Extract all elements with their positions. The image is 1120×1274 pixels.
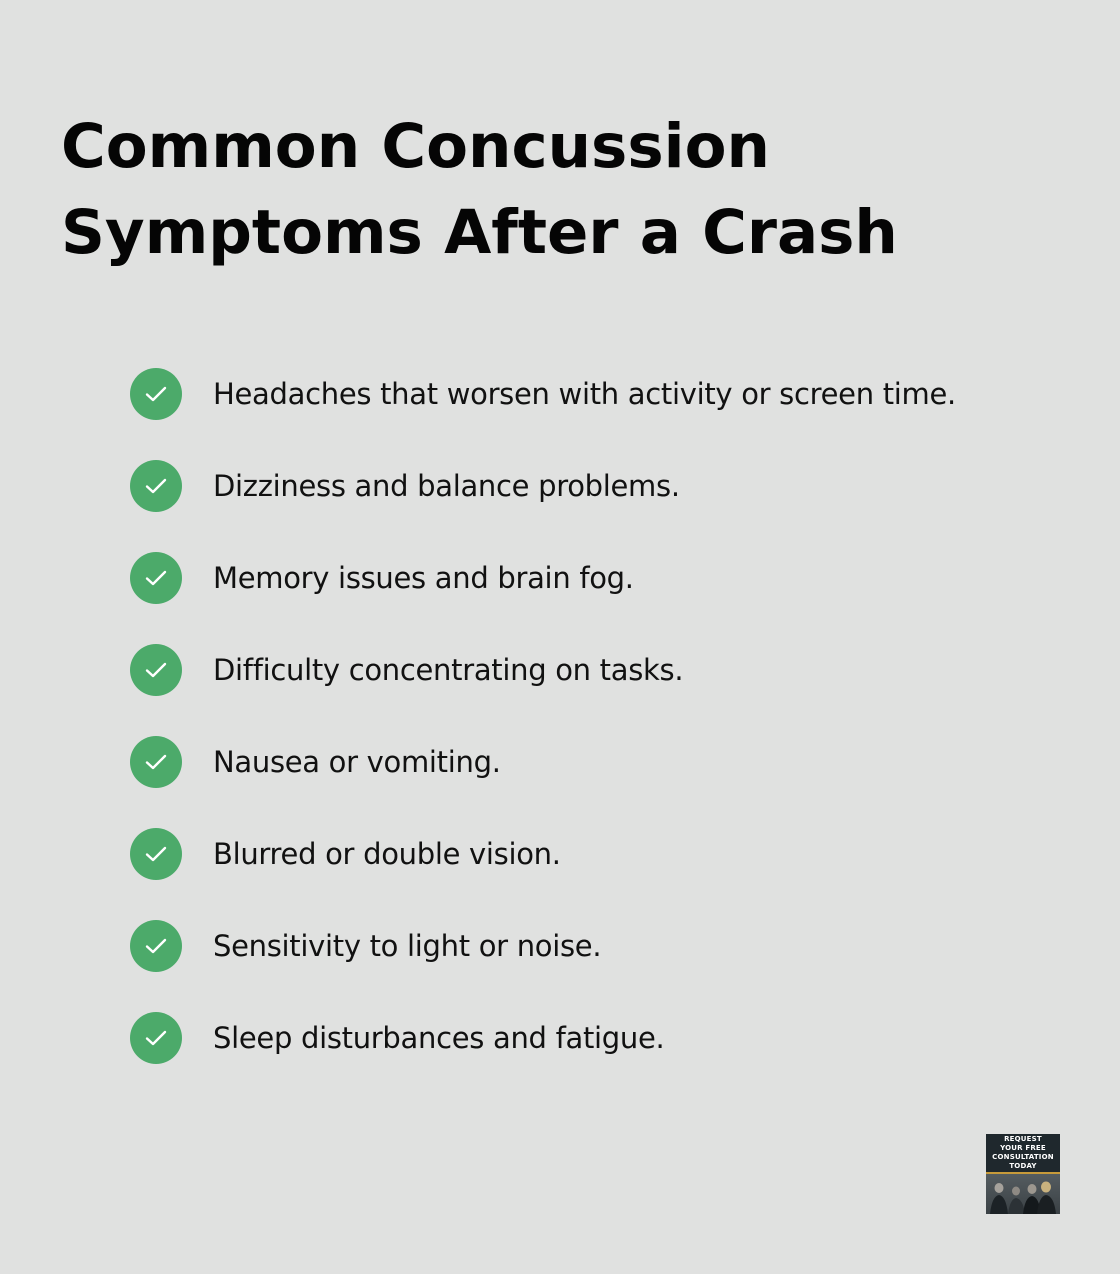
- check-icon: [130, 644, 182, 696]
- symptom-list: [130, 368, 956, 1104]
- list-item: [130, 644, 956, 696]
- list-item-label: Memory issues and brain fog.: [213, 561, 634, 595]
- list-item-label: Nausea or vomiting.: [213, 745, 501, 779]
- list-item-label: Headaches that worsen with activity or screen time.: [213, 377, 956, 411]
- list-item: [130, 828, 956, 880]
- list-item-label: Sensitivity to light or noise.: [213, 929, 602, 963]
- badge-header: [986, 1134, 1060, 1174]
- list-item-label: Difficulty concentrating on tasks.: [213, 653, 684, 687]
- list-item: [130, 552, 956, 604]
- check-icon: [130, 460, 182, 512]
- list-item: [130, 460, 956, 512]
- badge-line-3: CONSULTATION: [992, 1153, 1054, 1161]
- badge-line-2: YOUR FREE: [1000, 1144, 1046, 1152]
- list-item: [130, 920, 956, 972]
- list-item: [130, 368, 956, 420]
- check-icon: [130, 552, 182, 604]
- consultation-badge[interactable]: [986, 1134, 1060, 1214]
- title-line-2: Symptoms After a Crash: [61, 197, 898, 268]
- check-icon: [130, 736, 182, 788]
- badge-text: [992, 1135, 1054, 1171]
- check-icon: [130, 828, 182, 880]
- list-item-label: Dizziness and balance problems.: [213, 469, 680, 503]
- list-item-label: Blurred or double vision.: [213, 837, 561, 871]
- page-title: [61, 104, 1061, 276]
- title-line-1: Common Concussion: [61, 111, 770, 182]
- check-icon: [130, 368, 182, 420]
- badge-line-1: REQUEST: [1004, 1135, 1042, 1143]
- list-item: [130, 1012, 956, 1064]
- list-item-label: Sleep disturbances and fatigue.: [213, 1021, 665, 1055]
- badge-line-4: TODAY: [1009, 1162, 1037, 1170]
- list-item: [130, 736, 956, 788]
- check-icon: [130, 1012, 182, 1064]
- team-photo: [986, 1174, 1060, 1214]
- check-icon: [130, 920, 182, 972]
